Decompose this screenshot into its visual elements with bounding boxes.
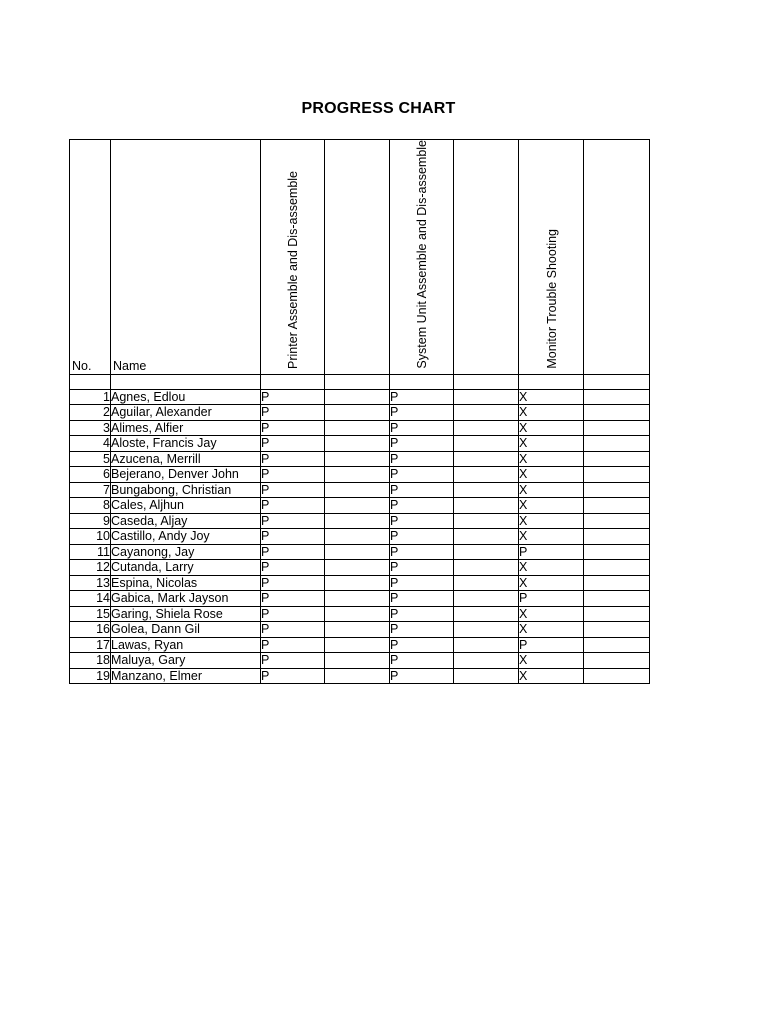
activity-5-mark: X xyxy=(519,622,584,638)
table-row xyxy=(70,482,650,498)
activity-3-mark: P xyxy=(390,436,454,452)
activity-6-mark xyxy=(584,482,650,498)
table-row xyxy=(70,606,650,622)
spacer-cell xyxy=(70,374,111,389)
activity-1-mark: P xyxy=(261,451,325,467)
activity-6-mark xyxy=(584,653,650,669)
activity-4-mark xyxy=(454,482,519,498)
table-row xyxy=(70,544,650,560)
header-no: No. xyxy=(70,140,111,375)
spacer-cell xyxy=(111,374,261,389)
student-name: Golea, Dann Gil xyxy=(111,622,261,638)
activity-3-mark: P xyxy=(390,389,454,405)
student-name: Maluya, Gary xyxy=(111,653,261,669)
student-name: Agnes, Edlou xyxy=(111,389,261,405)
activity-2-mark xyxy=(325,529,390,545)
row-number: 16 xyxy=(70,622,111,638)
activity-1-mark: P xyxy=(261,560,325,576)
activity-6-mark xyxy=(584,637,650,653)
student-name: Cayanong, Jay xyxy=(111,544,261,560)
table-row xyxy=(70,405,650,421)
activity-1-mark: P xyxy=(261,606,325,622)
activity-5-mark: X xyxy=(519,405,584,421)
activity-4-mark xyxy=(454,591,519,607)
progress-table xyxy=(69,139,650,684)
student-name: Cales, Aljhun xyxy=(111,498,261,514)
table-row xyxy=(70,668,650,684)
activity-3-mark: P xyxy=(390,513,454,529)
activity-3-mark: P xyxy=(390,544,454,560)
spacer-cell xyxy=(519,374,584,389)
activity-5-mark: X xyxy=(519,606,584,622)
activity-6-mark xyxy=(584,467,650,483)
activity-5-mark: X xyxy=(519,436,584,452)
activity-3-mark: P xyxy=(390,668,454,684)
activity-5-mark: P xyxy=(519,591,584,607)
activity-4-mark xyxy=(454,451,519,467)
activity-3-mark: P xyxy=(390,498,454,514)
activity-6-mark xyxy=(584,544,650,560)
activity-2-mark xyxy=(325,513,390,529)
activity-6-mark xyxy=(584,560,650,576)
activity-2-mark xyxy=(325,405,390,421)
activity-6-mark xyxy=(584,513,650,529)
table-row xyxy=(70,622,650,638)
row-number: 12 xyxy=(70,560,111,576)
activity-2-mark xyxy=(325,560,390,576)
student-name: Cutanda, Larry xyxy=(111,560,261,576)
activity-2-mark xyxy=(325,606,390,622)
activity-4-mark xyxy=(454,529,519,545)
activity-3-mark: P xyxy=(390,405,454,421)
activity-1-mark: P xyxy=(261,653,325,669)
student-name: Espina, Nicolas xyxy=(111,575,261,591)
activity-6-mark xyxy=(584,591,650,607)
activity-3-mark: P xyxy=(390,482,454,498)
header-name: Name xyxy=(111,140,261,375)
activity-5-mark: P xyxy=(519,544,584,560)
activity-6-mark xyxy=(584,622,650,638)
student-name: Bejerano, Denver John xyxy=(111,467,261,483)
row-number: 13 xyxy=(70,575,111,591)
row-number: 1 xyxy=(70,389,111,405)
activity-4-mark xyxy=(454,544,519,560)
activity-1-mark: P xyxy=(261,389,325,405)
activity-3-mark: P xyxy=(390,653,454,669)
activity-5-mark: X xyxy=(519,467,584,483)
table-row xyxy=(70,467,650,483)
activity-5-mark: X xyxy=(519,420,584,436)
activity-1-mark: P xyxy=(261,420,325,436)
student-name: Castillo, Andy Joy xyxy=(111,529,261,545)
spacer-row xyxy=(70,374,650,389)
table-row xyxy=(70,653,650,669)
row-number: 6 xyxy=(70,467,111,483)
activity-2-mark xyxy=(325,436,390,452)
table-row xyxy=(70,436,650,452)
row-number: 19 xyxy=(70,668,111,684)
row-number: 8 xyxy=(70,498,111,514)
activity-1-mark: P xyxy=(261,467,325,483)
activity-5-mark: P xyxy=(519,637,584,653)
activity-6-mark xyxy=(584,436,650,452)
activity-2-mark xyxy=(325,637,390,653)
activity-2-mark xyxy=(325,467,390,483)
activity-1-mark: P xyxy=(261,529,325,545)
activity-1-mark: P xyxy=(261,482,325,498)
activity-4-mark xyxy=(454,668,519,684)
activity-4-mark xyxy=(454,467,519,483)
activity-3-mark: P xyxy=(390,575,454,591)
student-name: Aloste, Francis Jay xyxy=(111,436,261,452)
row-number: 7 xyxy=(70,482,111,498)
table-row xyxy=(70,575,650,591)
activity-5-mark: X xyxy=(519,653,584,669)
row-number: 9 xyxy=(70,513,111,529)
header-activity-6 xyxy=(584,140,650,375)
table-row xyxy=(70,591,650,607)
student-name: Azucena, Merrill xyxy=(111,451,261,467)
student-name: Aguilar, Alexander xyxy=(111,405,261,421)
table-row xyxy=(70,498,650,514)
activity-6-mark xyxy=(584,389,650,405)
row-number: 15 xyxy=(70,606,111,622)
activity-4-mark xyxy=(454,436,519,452)
activity-1-mark: P xyxy=(261,622,325,638)
activity-4-mark xyxy=(454,622,519,638)
header-activity-1: Printer Assemble and Dis-assemble xyxy=(261,140,325,375)
spacer-cell xyxy=(390,374,454,389)
activity-3-mark: P xyxy=(390,467,454,483)
row-number: 2 xyxy=(70,405,111,421)
header-activity-4 xyxy=(454,140,519,375)
activity-2-mark xyxy=(325,544,390,560)
activity-5-mark: X xyxy=(519,451,584,467)
activity-5-mark: X xyxy=(519,560,584,576)
activity-2-mark xyxy=(325,451,390,467)
row-number: 5 xyxy=(70,451,111,467)
activity-1-mark: P xyxy=(261,405,325,421)
activity-6-mark xyxy=(584,606,650,622)
activity-4-mark xyxy=(454,653,519,669)
activity-5-mark: X xyxy=(519,513,584,529)
row-number: 10 xyxy=(70,529,111,545)
activity-3-mark: P xyxy=(390,606,454,622)
student-name: Caseda, Aljay xyxy=(111,513,261,529)
activity-2-mark xyxy=(325,482,390,498)
header-activity-3: System Unit Assemble and Dis-assemble xyxy=(390,140,454,375)
activity-6-mark xyxy=(584,529,650,545)
activity-3-mark: P xyxy=(390,451,454,467)
activity-3-mark: P xyxy=(390,529,454,545)
header-activity-5: Monitor Trouble Shooting xyxy=(519,140,584,375)
student-name: Alimes, Alfier xyxy=(111,420,261,436)
activity-2-mark xyxy=(325,420,390,436)
student-name: Gabica, Mark Jayson xyxy=(111,591,261,607)
table-row xyxy=(70,389,650,405)
activity-3-mark: P xyxy=(390,622,454,638)
activity-1-mark: P xyxy=(261,498,325,514)
row-number: 11 xyxy=(70,544,111,560)
activity-4-mark xyxy=(454,405,519,421)
row-number: 4 xyxy=(70,436,111,452)
spacer-cell xyxy=(454,374,519,389)
table-row xyxy=(70,637,650,653)
table-row xyxy=(70,560,650,576)
student-name: Garing, Shiela Rose xyxy=(111,606,261,622)
spacer-cell xyxy=(584,374,650,389)
row-number: 17 xyxy=(70,637,111,653)
activity-6-mark xyxy=(584,451,650,467)
page-title: PROGRESS CHART xyxy=(301,100,456,117)
activity-4-mark xyxy=(454,606,519,622)
activity-2-mark xyxy=(325,575,390,591)
table-row xyxy=(70,451,650,467)
activity-3-mark: P xyxy=(390,637,454,653)
activity-4-mark xyxy=(454,513,519,529)
table-row xyxy=(70,513,650,529)
activity-1-mark: P xyxy=(261,513,325,529)
activity-1-mark: P xyxy=(261,436,325,452)
activity-3-mark: P xyxy=(390,560,454,576)
activity-2-mark xyxy=(325,498,390,514)
activity-2-mark xyxy=(325,622,390,638)
activity-5-mark: X xyxy=(519,668,584,684)
activity-4-mark xyxy=(454,498,519,514)
activity-3-mark: P xyxy=(390,420,454,436)
activity-4-mark xyxy=(454,560,519,576)
activity-5-mark: X xyxy=(519,482,584,498)
activity-4-mark xyxy=(454,575,519,591)
student-name: Manzano, Elmer xyxy=(111,668,261,684)
activity-6-mark xyxy=(584,575,650,591)
activity-2-mark xyxy=(325,668,390,684)
activity-6-mark xyxy=(584,405,650,421)
activity-6-mark xyxy=(584,420,650,436)
activity-6-mark xyxy=(584,498,650,514)
table-row xyxy=(70,529,650,545)
spacer-cell xyxy=(325,374,390,389)
activity-5-mark: X xyxy=(519,529,584,545)
activity-5-mark: X xyxy=(519,498,584,514)
activity-2-mark xyxy=(325,591,390,607)
activity-3-mark: P xyxy=(390,591,454,607)
activity-5-mark: X xyxy=(519,575,584,591)
activity-2-mark xyxy=(325,389,390,405)
row-number: 18 xyxy=(70,653,111,669)
activity-2-mark xyxy=(325,653,390,669)
activity-1-mark: P xyxy=(261,575,325,591)
activity-4-mark xyxy=(454,389,519,405)
activity-1-mark: P xyxy=(261,591,325,607)
spacer-cell xyxy=(261,374,325,389)
student-name: Lawas, Ryan xyxy=(111,637,261,653)
activity-1-mark: P xyxy=(261,637,325,653)
activity-4-mark xyxy=(454,637,519,653)
activity-4-mark xyxy=(454,420,519,436)
header-activity-2 xyxy=(325,140,390,375)
table-row xyxy=(70,420,650,436)
header-row xyxy=(70,140,650,375)
student-name: Bungabong, Christian xyxy=(111,482,261,498)
row-number: 3 xyxy=(70,420,111,436)
activity-1-mark: P xyxy=(261,668,325,684)
activity-6-mark xyxy=(584,668,650,684)
activity-5-mark: X xyxy=(519,389,584,405)
row-number: 14 xyxy=(70,591,111,607)
activity-1-mark: P xyxy=(261,544,325,560)
